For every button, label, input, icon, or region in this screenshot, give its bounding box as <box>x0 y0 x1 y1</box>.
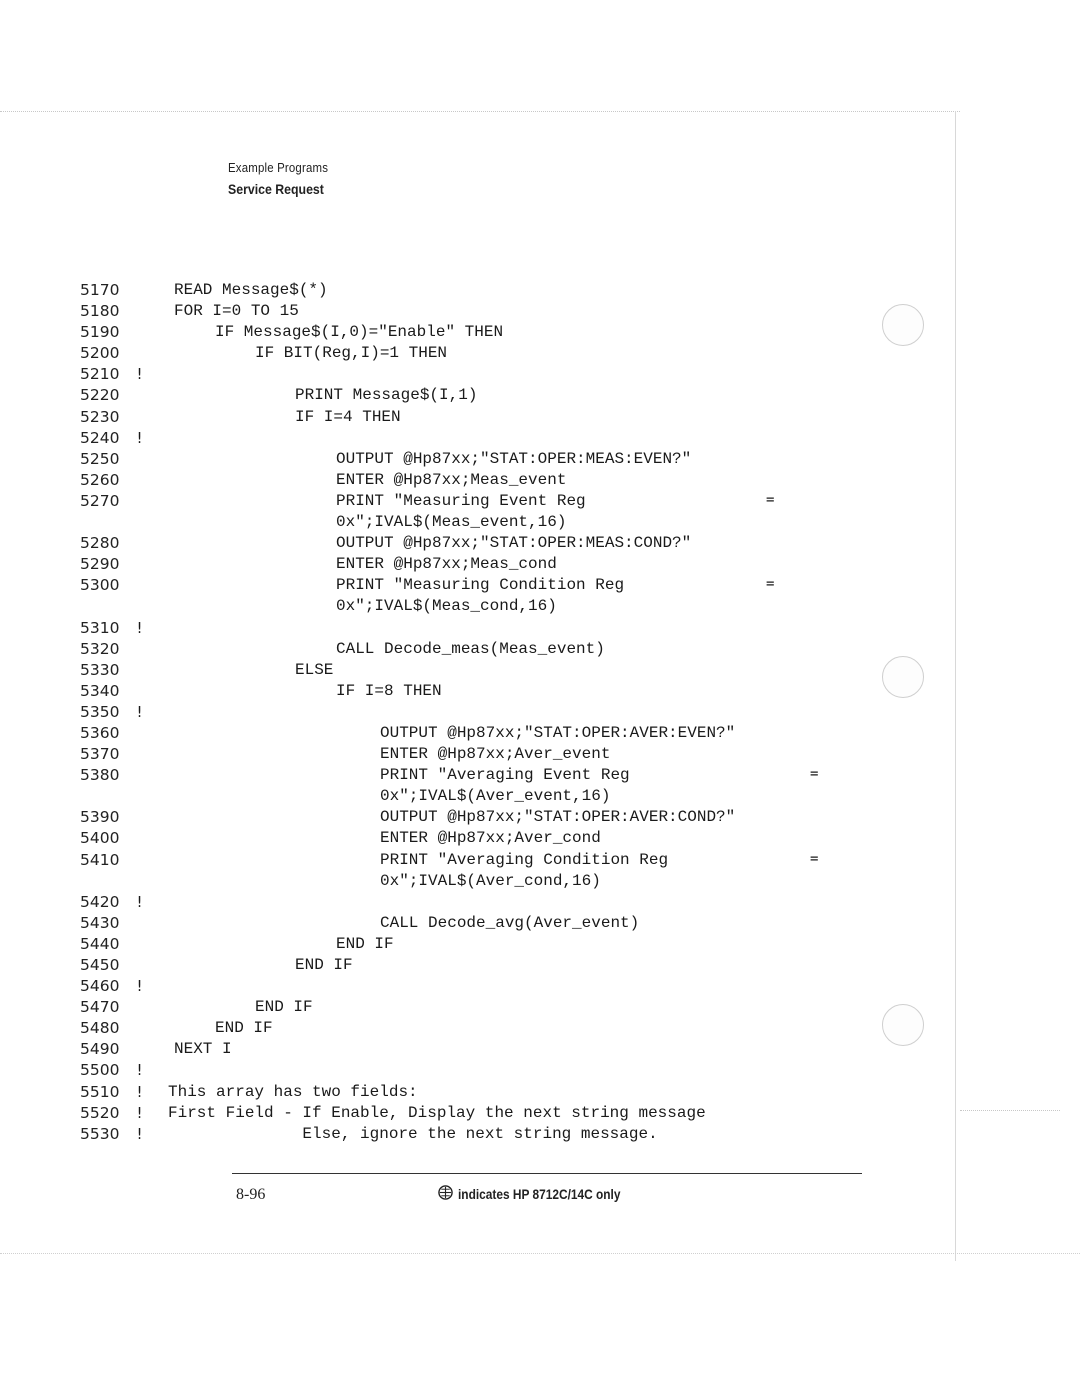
comment-mark: ! <box>135 428 145 447</box>
code-text: 0x";IVAL$(Aver_event,16) <box>380 787 611 806</box>
code-line <box>80 998 840 1019</box>
code-line <box>80 555 840 576</box>
footer-rule <box>232 1173 862 1174</box>
line-number: 5350 <box>80 702 120 721</box>
subsection-title: Service Request <box>228 181 324 197</box>
continuation-equals: = <box>810 766 819 783</box>
code-line <box>80 344 840 365</box>
continuation-equals: = <box>810 850 819 867</box>
line-number: 5430 <box>80 913 120 932</box>
code-text: PRINT "Measuring Condition Reg <box>336 576 625 595</box>
code-line <box>80 302 840 323</box>
code-text: END IF <box>255 998 313 1017</box>
line-number: 5440 <box>80 934 120 953</box>
comment-mark: ! <box>135 365 145 384</box>
comment-mark: ! <box>135 1103 145 1122</box>
code-text: IF BIT(Reg,I)=1 THEN <box>255 344 448 363</box>
comment-mark: ! <box>135 1082 145 1101</box>
code-line <box>80 386 840 407</box>
code-line <box>80 745 840 766</box>
comment-mark: ! <box>135 1124 145 1143</box>
code-line <box>80 851 840 872</box>
code-line <box>80 471 840 492</box>
code-line <box>80 492 840 513</box>
code-text: PRINT "Averaging Condition Reg <box>380 850 669 869</box>
code-text: PRINT Message$(I,1) <box>295 386 478 405</box>
code-line <box>80 1125 840 1146</box>
code-line <box>80 977 840 998</box>
code-line <box>80 281 840 302</box>
code-line <box>80 893 840 914</box>
code-text: READ Message$(*) <box>174 281 328 299</box>
code-text: IF I=4 THEN <box>295 407 401 426</box>
code-listing <box>80 281 840 1146</box>
code-text: First Field - If Enable, Display the next string message <box>168 1103 706 1122</box>
code-text: ELSE <box>295 660 334 679</box>
line-number: 5290 <box>80 555 120 574</box>
punch-hole-top <box>882 304 924 346</box>
code-line <box>80 935 840 956</box>
comment-mark: ! <box>135 1061 145 1080</box>
code-text: OUTPUT @Hp87xx;"STAT:OPER:MEAS:COND?" <box>336 534 692 553</box>
line-number: 5380 <box>80 766 120 785</box>
line-number: 5310 <box>80 618 120 637</box>
line-number: 5300 <box>80 576 120 595</box>
code-text: IF Message$(I,0)="Enable" THEN <box>215 323 504 342</box>
code-line <box>80 408 840 429</box>
code-line <box>80 1061 840 1082</box>
code-line <box>80 808 840 829</box>
code-line <box>80 597 840 618</box>
code-text: ENTER @Hp87xx;Meas_cond <box>336 555 557 574</box>
code-line <box>80 1019 840 1040</box>
code-text: ENTER @Hp87xx;Meas_event <box>336 470 567 489</box>
line-number: 5320 <box>80 639 120 658</box>
code-text: PRINT "Averaging Event Reg <box>380 766 630 785</box>
line-number: 5270 <box>80 491 120 510</box>
code-text: 0x";IVAL$(Meas_event,16) <box>336 513 567 532</box>
scan-edge-right <box>955 111 956 1261</box>
code-text: PRINT "Measuring Event Reg <box>336 491 586 510</box>
line-number: 5490 <box>80 1040 120 1059</box>
continuation-equals: = <box>766 491 775 508</box>
footer-note-text: indicates HP 8712C/14C only <box>458 1186 621 1202</box>
line-number: 5190 <box>80 323 120 342</box>
scan-edge-tick <box>960 1110 1060 1111</box>
code-line <box>80 703 840 724</box>
line-number: 5200 <box>80 344 120 363</box>
line-number: 5530 <box>80 1124 120 1143</box>
footer-note <box>438 1185 649 1203</box>
code-text: Else, ignore the next string message. <box>168 1124 658 1143</box>
line-number: 5230 <box>80 407 120 426</box>
line-number: 5240 <box>80 428 120 447</box>
code-text: FOR I=0 TO 15 <box>174 302 299 321</box>
continuation-equals: = <box>766 576 775 593</box>
line-number: 5180 <box>80 302 120 321</box>
code-line <box>80 513 840 534</box>
line-number: 5260 <box>80 470 120 489</box>
code-line <box>80 534 840 555</box>
comment-mark: ! <box>135 977 145 996</box>
code-line <box>80 323 840 344</box>
line-number: 5170 <box>80 281 120 299</box>
code-line <box>80 576 840 597</box>
line-number: 5280 <box>80 534 120 553</box>
line-number: 5340 <box>80 681 120 700</box>
line-number: 5360 <box>80 723 120 742</box>
punch-hole-bottom <box>882 1004 924 1046</box>
scan-edge-bottom <box>0 1253 1080 1254</box>
code-line <box>80 766 840 787</box>
line-number: 5400 <box>80 829 120 848</box>
line-number: 5370 <box>80 745 120 764</box>
line-number: 5410 <box>80 850 120 869</box>
scan-edge-top <box>0 111 960 112</box>
code-text: END IF <box>336 934 394 953</box>
code-line <box>80 365 840 386</box>
line-number: 5460 <box>80 977 120 996</box>
code-line <box>80 661 840 682</box>
code-line <box>80 1083 840 1104</box>
code-line <box>80 619 840 640</box>
code-line <box>80 829 840 850</box>
code-text: CALL Decode_avg(Aver_event) <box>380 913 640 932</box>
line-number: 5220 <box>80 386 120 405</box>
line-number: 5250 <box>80 449 120 468</box>
line-number: 5520 <box>80 1103 120 1122</box>
code-text: END IF <box>215 1019 273 1038</box>
code-line <box>80 787 840 808</box>
line-number: 5450 <box>80 956 120 974</box>
section-title: Example Programs <box>228 160 329 175</box>
line-number: 5330 <box>80 660 120 679</box>
code-text: 0x";IVAL$(Aver_cond,16) <box>380 871 601 890</box>
line-number: 5420 <box>80 892 120 911</box>
code-text: OUTPUT @Hp87xx;"STAT:OPER:AVER:EVEN?" <box>380 723 736 742</box>
line-number: 5470 <box>80 998 120 1017</box>
code-text: IF I=8 THEN <box>336 681 442 700</box>
code-text: NEXT I <box>174 1040 232 1059</box>
comment-mark: ! <box>135 618 145 637</box>
comment-mark: ! <box>135 892 145 911</box>
code-line <box>80 640 840 661</box>
hp-8712c-14c-indicator-icon <box>438 1185 453 1203</box>
code-line <box>80 724 840 745</box>
code-text: OUTPUT @Hp87xx;"STAT:OPER:AVER:COND?" <box>380 808 736 827</box>
code-line <box>80 682 840 703</box>
code-line <box>80 429 840 450</box>
code-text: OUTPUT @Hp87xx;"STAT:OPER:MEAS:EVEN?" <box>336 449 692 468</box>
line-number: 5500 <box>80 1061 120 1080</box>
comment-mark: ! <box>135 702 145 721</box>
code-line <box>80 914 840 935</box>
code-line <box>80 956 840 977</box>
code-text: 0x";IVAL$(Meas_cond,16) <box>336 597 557 616</box>
line-number: 5390 <box>80 808 120 827</box>
line-number: 5480 <box>80 1019 120 1038</box>
code-text: ENTER @Hp87xx;Aver_cond <box>380 829 601 848</box>
code-text: This array has two fields: <box>168 1082 418 1101</box>
code-line <box>80 450 840 471</box>
line-number: 5510 <box>80 1082 120 1101</box>
code-text: CALL Decode_meas(Meas_event) <box>336 639 605 658</box>
line-number: 5210 <box>80 365 120 384</box>
running-header <box>228 160 342 197</box>
code-line <box>80 1104 840 1125</box>
code-text: ENTER @Hp87xx;Aver_event <box>380 745 611 764</box>
code-line <box>80 872 840 893</box>
punch-hole-middle <box>882 656 924 698</box>
code-text: END IF <box>295 956 353 974</box>
code-line <box>80 1040 840 1061</box>
page-number: 8-96 <box>236 1186 266 1203</box>
